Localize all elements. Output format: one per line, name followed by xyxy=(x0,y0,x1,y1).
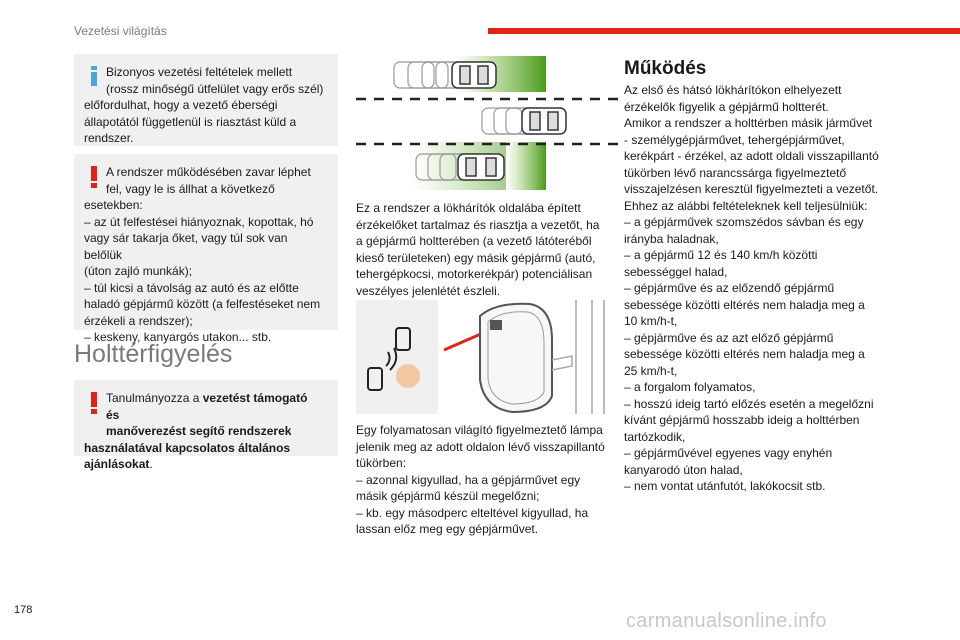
text-line: 25 km/h-t, xyxy=(624,363,678,378)
section-title: Holttérfigyelés xyxy=(74,340,233,368)
text-line: A rendszer működésében zavar léphet xyxy=(106,165,311,179)
warning-icon xyxy=(90,392,98,417)
text-line: érzékelők figyelik a gépjármű holtterét. xyxy=(624,99,829,114)
text-line: – túl kicsi a távolság az autó és az előtte xyxy=(84,280,299,295)
operation-title: Működés xyxy=(624,58,707,79)
middle-para2 xyxy=(356,422,618,538)
text-line: – kb. egy másodperc elteltével kigyullad, ha xyxy=(356,505,589,520)
text-line: visszajelzésen keresztül figyelmezteti a vezetőt. xyxy=(624,182,879,196)
warning-box xyxy=(74,154,338,344)
text-line: vagy sár takarja őket, vagy túl sok van belőlük xyxy=(84,231,288,262)
text-line: tükörben: xyxy=(356,456,407,470)
page-number: 178 xyxy=(14,604,33,616)
text-line: kerékpárt - érzékel, az adott oldali visszapillantó xyxy=(624,149,879,163)
warning-icon xyxy=(90,166,98,191)
text-line: – gépjárműve és az előzendő gépjármű xyxy=(624,281,835,295)
study-bold: ajánlásokat xyxy=(84,457,150,471)
text-line: veszélyes jelenlétét észleli. xyxy=(356,283,501,298)
text-line: kívánt gépjármű hosszabb ideig a holttérben xyxy=(624,413,860,427)
text-line: Ehhez az alábbi feltételeknek kell teljesülniük: xyxy=(624,198,868,213)
blind-spot-lanes-illustration xyxy=(356,56,618,190)
text-line: Ez a rendszer a lökhárítók oldalába épített xyxy=(356,201,581,215)
warning-text xyxy=(84,164,324,346)
text-line: rendszer. xyxy=(84,131,134,145)
text-line: – nem vontat utánfutót, lakókocsit stb. xyxy=(624,479,826,493)
text-line: lassan előz meg egy gépjárművet. xyxy=(356,522,539,536)
text-line: jelenik meg az adott oldalon lévő visszapillantó xyxy=(356,439,605,454)
text-line: sebessége közötti eltérés nem haladja meg a xyxy=(624,297,865,312)
text-line: – gépjárművével egyenes vagy enyhén xyxy=(624,446,833,460)
header-title: Vezetési világítás xyxy=(74,24,167,38)
text-line: tükörben lévő narancssárga figyelmeztető xyxy=(624,165,847,180)
study-box xyxy=(74,380,338,471)
study-bold: manőverezést segítő rendszerek xyxy=(106,424,292,438)
info-box xyxy=(74,54,338,146)
study-bold: használatával kapcsolatos általános xyxy=(84,440,291,455)
text-line: – a gépjármű 12 és 140 km/h közötti xyxy=(624,248,818,262)
text-line: előfordulhat, hogy a vezető éberségi xyxy=(84,98,278,112)
text-line: Amikor a rendszer a holttérben másik járművet xyxy=(624,116,873,130)
header-accent-bar xyxy=(488,28,960,34)
text-line: érzékeli a rendszer); xyxy=(84,313,193,328)
study-plain: . xyxy=(149,457,153,471)
info-icon xyxy=(90,66,98,89)
watermark: carmanualsonline.info xyxy=(626,610,827,632)
text-line: – a forgalom folyamatos, xyxy=(624,380,756,394)
text-line: kieső területeken) egy másik gépjármű (autó, xyxy=(356,250,596,265)
info-text xyxy=(84,64,324,147)
text-line: irányba haladnak, xyxy=(624,231,719,246)
text-line: esetekben: xyxy=(84,198,143,212)
text-line: érzékelőket tartalmaz és riasztja a vezetőt, ha xyxy=(356,217,600,232)
text-line: – gépjárműve és az azt előző gépjármű xyxy=(624,330,834,345)
operation-text xyxy=(624,82,914,495)
text-line: – a gépjárművek szomszédos sávban és egy xyxy=(624,215,864,229)
text-line: – hosszú ideig tartó előzés esetén a megelőzni xyxy=(624,396,874,411)
text-line: tehergépkocsi, motorkerékpár) potenciálisan xyxy=(356,267,593,281)
text-line: tartózkodik, xyxy=(624,429,686,444)
text-line: haladó gépjármű között (a felfestéseket nem xyxy=(84,297,321,311)
text-line: állapotától függetlenül is riasztást küld a xyxy=(84,114,297,129)
text-line: – azonnal kigyullad, ha a gépjárművet egy xyxy=(356,472,581,487)
text-line: – keskeny, kanyargós utakon... stb. xyxy=(84,330,272,344)
mirror-warning-illustration xyxy=(356,300,618,414)
text-line: – az út felfestései hiányoznak, kopottak, hó xyxy=(84,214,314,229)
text-line: Egy folyamatosan világító figyelmeztető lámpa xyxy=(356,423,603,437)
text-line: kanyarodó úton halad, xyxy=(624,462,743,477)
text-line: - személygépjárművet, tehergépjárművet, xyxy=(624,132,845,147)
text-line: fel, vagy le is állhat a következő xyxy=(106,181,275,196)
text-line: Az első és hátsó lökhárítókon elhelyezett xyxy=(624,83,842,97)
text-line: másik gépjármű készül megelőzni; xyxy=(356,489,540,503)
text-line: sebessége közötti eltérés nem haladja meg a xyxy=(624,347,865,361)
text-line: 10 km/h-t, xyxy=(624,314,678,328)
text-line: a gépjármű holtterében (a vezető látóteréből xyxy=(356,234,592,248)
text-line: (úton zajló munkák); xyxy=(84,264,193,278)
study-bold: vezetést támogató és xyxy=(106,391,308,422)
study-plain: Tanulmányozza a xyxy=(106,391,203,405)
text-line: Bizonyos vezetési feltételek mellett xyxy=(106,65,293,79)
text-line: sebességgel halad, xyxy=(624,264,728,279)
middle-para1 xyxy=(356,200,618,299)
text-line: (rossz minőségű útfelület vagy erős szél) xyxy=(106,81,324,96)
